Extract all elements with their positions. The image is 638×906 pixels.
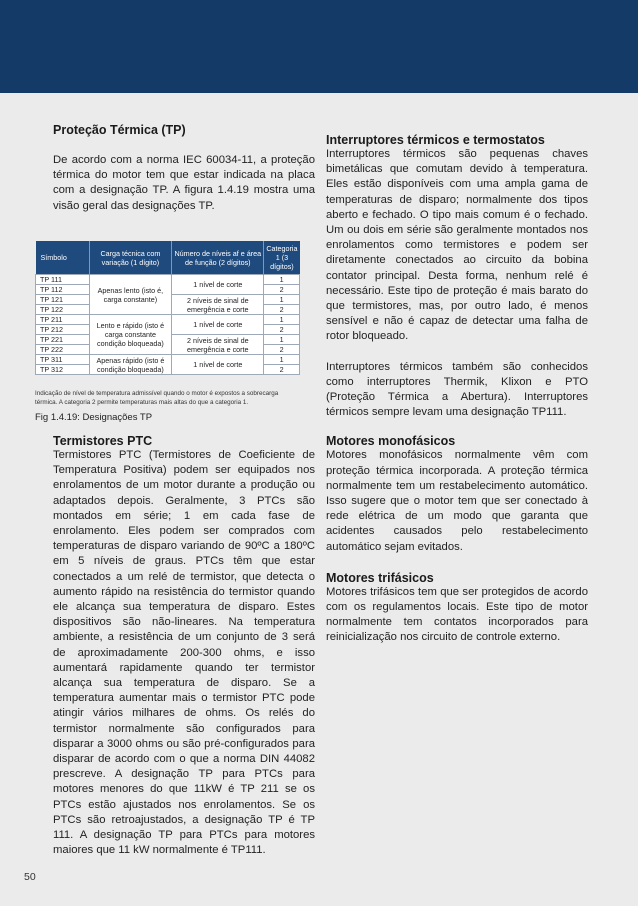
table-cell: Lento e rápido (isto é carga constante condição bloqueada) [89,315,172,355]
table-cell: TP 312 [36,365,90,375]
column-header: Símbolo [36,241,90,275]
section-termistores [53,434,315,858]
section-heading: Interruptores térmicos e termostatos [326,133,545,147]
table-cell: TP 311 [36,355,90,365]
paragraph: Interruptores térmicos também são conhecidos como interruptores Thermik, Klixon e PTO (Proteção Térmica a Abertura). Interruptores térmicos sempre levam uma designação TP111. [326,360,588,419]
paragraph: Termistores PTC (Termistores de Coeficiente de Temperatura Positiva) podem ser equipados nos enrolamentos de um motor durante a produção ou adaptados depois. Geralmente, 3 PTCs são montados em série; 1 em cada fase de enrolamento. Eles podem ser comprados com temperaturas de disparo variando de 90ºC a 180ºC em 5 níveis de graus. PTCs têm que estar conectados a um relé de termistor, que detecta o aumento rápido na resistência do termistor quando ele alcança sua temperatura de disparo. Estes dispositivos são não-lineares. Na temperatura ambiente, a resistência de um conjunto de 3 será de aproximadamente 200-300 ohms, e isso aumentará rapidamente quando ter termistor alcança sua temperatura de disparo. Se a temperatura aumentar mais o termistor PTC pode atingir vários milhares de ohms. Os relés do termistor normalmente são configurados para disparar a 3000 ohms ou são pré-configurados para disparar de acordo com o que a norma DIN 44082 prescreve. A designação TP para PTCs para motores menores do que 11kW é TP 211 se os PTCs estão ajustados nos enrolamentos. Se os PTCs são retroajustados, a designação TP é TP 111. A designação TP para PTCs para motores maiores que 11 kW normalmente é TP111. [53,449,315,857]
paragraph: Interruptores térmicos são pequenas chaves bimetálicas que comutam devido à temperatura. Eles estão disponíveis com uma ampla gama de temperaturas de disparo; normalmente dos tipos aberto e fechado. O tipo mais comum é o fechado. Um ou dois em série são geralmente montados nos enrolamentos como termistores e podem ser diretamente conectados ao circuito da bobina contator principal. Desta forma, nenhum relé é necessário. Este tipo de proteção é mais barato do que termistores, mas, por outro lado, é menos sensível e não é capaz de detectar uma falha de rotor bloqueado. [326,148,588,343]
table-row [36,355,300,365]
table-cell: Apenas lento (isto é, carga constante) [89,275,172,315]
table-header-row [36,241,300,275]
table-cell: 2 [264,305,300,315]
table-cell: Apenas rápido (isto é condição bloqueada) [89,355,172,375]
table-cell: TP 121 [36,295,90,305]
table-cell: 1 [264,355,300,365]
table-cell: TP 221 [36,335,90,345]
table-cell: 1 [264,275,300,285]
table-cell: 2 níveis de sinal de emergência e corte [172,295,264,315]
table-row [36,275,300,285]
table-cell: 2 [264,365,300,375]
table-cell: 1 nível de corte [172,315,264,335]
table-cell: 1 nível de corte [172,275,264,295]
table-cell: TP 122 [36,305,90,315]
right-column [326,133,588,646]
table-cell: TP 212 [36,325,90,335]
table-cell: TP 211 [36,315,90,325]
table-cell: 1 nível de corte [172,355,264,375]
section-protecao [53,123,315,214]
table-row [36,315,300,325]
table-cell: 2 [264,325,300,335]
table-cell: 1 [264,335,300,345]
table-cell: 1 [264,295,300,305]
section-heading: Motores monofásicos [326,434,456,449]
paragraph: De acordo com a norma IEC 60034-11, a proteção térmica do motor tem que estar indicada na placa com a designação TP. A figura 1.4.19 mostra uma visão geral das designações TP. [53,154,315,212]
paragraph: Motores monofásicos normalmente vêm com proteção térmica incorporada. A proteção térmica normalmente tem um restabelecimento automático. Isso sugere que o motor tem que ser conectado à rede elétrica de um modo que garanta que acidentes causados pelo restabelecimento automático sejam evitados. [326,449,588,553]
table-cell: 2 [264,345,300,355]
table-cell: TP 112 [36,285,90,295]
table-cell: 2 níveis de sinal de emergência e corte [172,335,264,355]
figure-caption: Fig 1.4.19: Designações TP [35,412,153,423]
section-heading: Proteção Térmica (TP) [53,123,186,137]
section-heading: Motores trifásicos [326,570,434,585]
tp-designations-table [35,241,300,375]
table-cell: 2 [264,285,300,295]
page-number: 50 [24,871,36,883]
header-band [0,0,638,93]
paragraph: Motores trifásicos tem que ser protegidos de acordo com os regulamentos locais. Este tipo de motor normalmente tem contatos incorporados para reinicialização nos circuito de controle externo. [326,585,588,644]
section-heading: Termistores PTC [53,434,153,448]
table-footnote: Indicação de nível de temperatura admissível quando o motor é expostos a sobrecarga térmica. A categoria 2 permite temperaturas mais altas do que a categoria 1. [35,390,279,406]
table-cell: TP 111 [36,275,90,285]
column-header: Categoria 1 (3 dígitos) [264,241,300,275]
table-cell: 1 [264,315,300,325]
column-header: Carga técnica com variação (1 dígito) [89,241,172,275]
table-cell: TP 222 [36,345,90,355]
column-header: Número de níveis af e área de função (2 dígitos) [172,241,264,275]
